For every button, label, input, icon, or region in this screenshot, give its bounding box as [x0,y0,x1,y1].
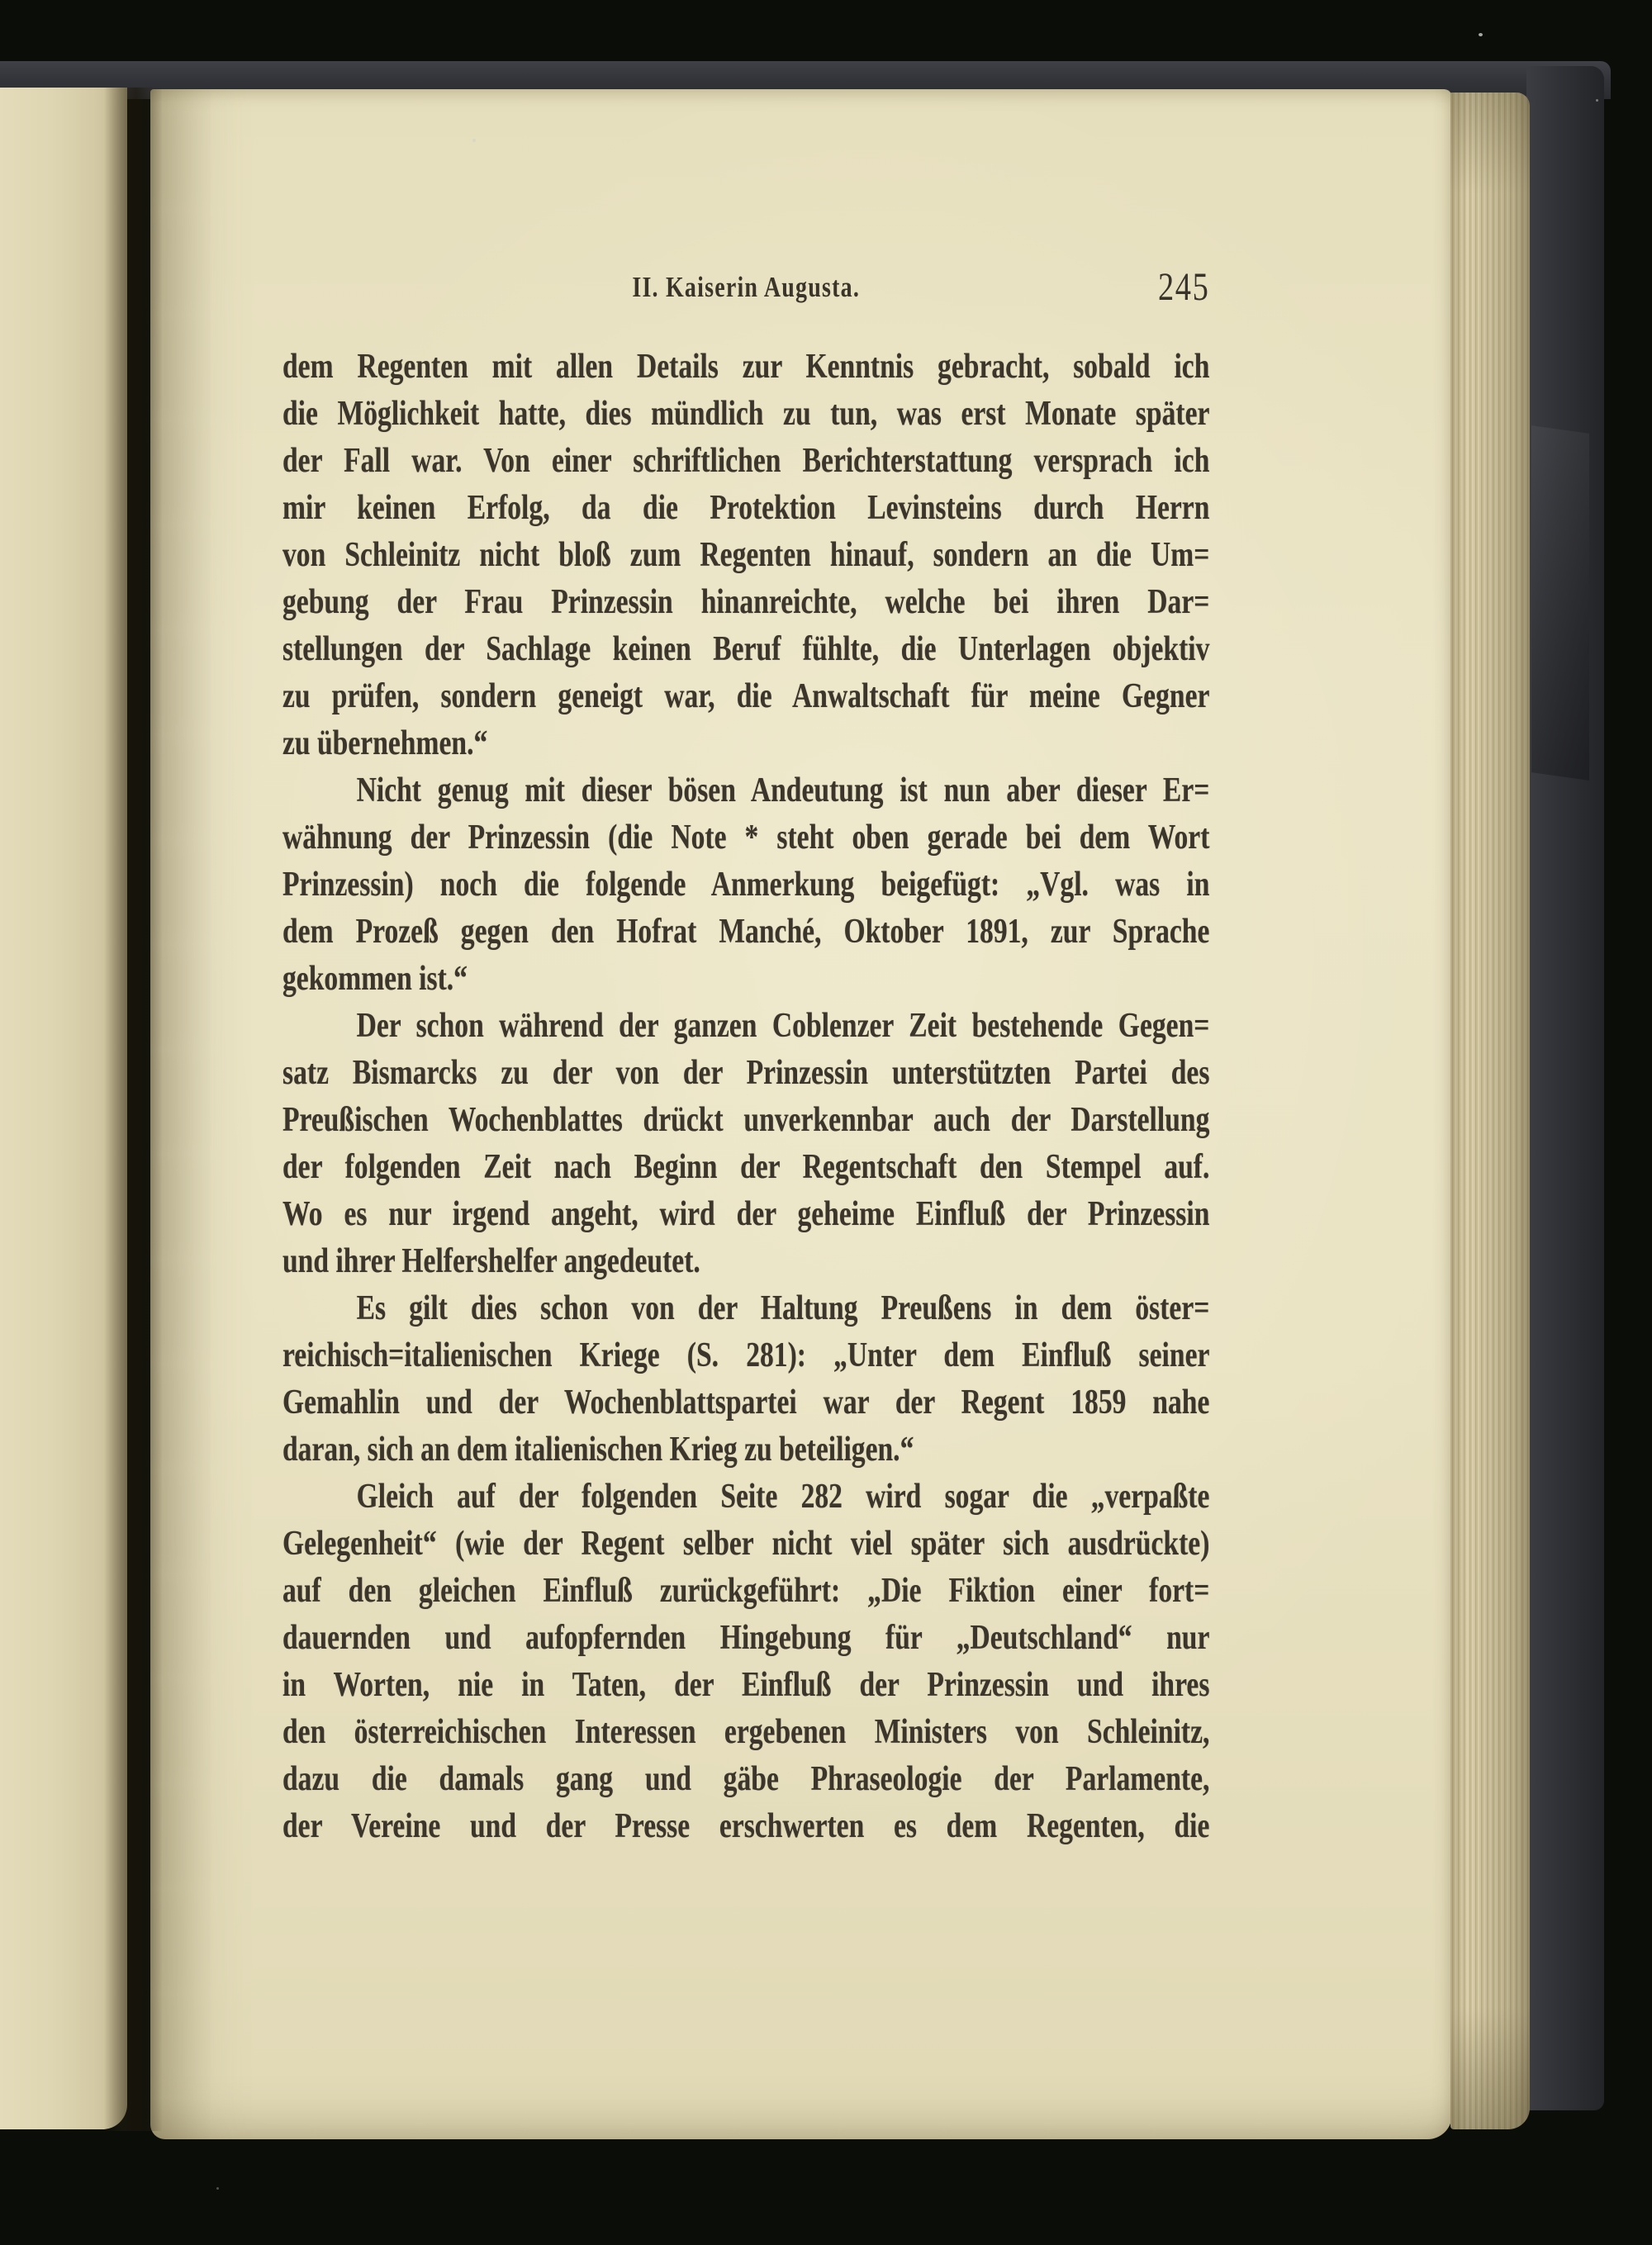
book-gutter-shadow [104,88,162,2131]
text-line: Gleich auf der folgenden Seite 282 wird sogar die „verpaßte [356,1478,1210,1516]
dust-speck [216,2187,219,2190]
text-line: auf den gleichen Einfluß zurückgeführt: „Die Fiktion einer fort= [282,1572,1210,1610]
text-line: von Schleinitz nicht bloß zum Regenten hinauf, sondern an die Um= [282,536,1210,574]
page-stack-fore-edge [1450,93,1530,2129]
book-cover-right-edge [1526,66,1604,2110]
book-page [150,89,1452,2139]
text-line: reichisch=italienischen Kriege (S. 281): „Unter dem Einfluß seiner [282,1336,1210,1374]
text-line: der folgenden Zeit nach Beginn der Regentschaft den Stempel auf. [282,1148,1210,1186]
text-line: zu übernehmen.“ [282,724,488,762]
text-line: stellungen der Sachlage keinen Beruf fühlte, die Unterlagen objektiv [282,630,1210,668]
running-header: II. Kaiserin Augusta. [632,271,861,303]
body-text-block [282,344,1209,1850]
text-line: der Vereine und der Presse erschwerten es dem Regenten, die [282,1807,1210,1845]
text-line: dem Prozeß gegen den Hofrat Manché, Oktober 1891, zur Sprache [282,913,1210,951]
text-line: den österreichischen Interessen ergebenen Ministers von Schleinitz, [282,1713,1210,1751]
text-line: in Worten, nie in Taten, der Einfluß der Prinzessin und ihres [282,1666,1210,1704]
text-line: dauernden und aufopfernden Hingebung für „Deutschland“ nur [282,1619,1210,1657]
text-line: der Fall war. Von einer schriftlichen Berichterstattung versprach ich [282,442,1210,480]
text-line: gekommen ist.“ [282,960,468,998]
text-line: Es gilt dies schon von der Haltung Preußens in dem öster= [356,1289,1210,1327]
text-line: mir keinen Erfolg, da die Protektion Levinsteins durch Herrn [282,489,1210,527]
text-line: Gemahlin und der Wochenblattspartei war der Regent 1859 nahe [282,1384,1210,1422]
text-line: Preußischen Wochenblattes drückt unverkennbar auch der Darstellung [282,1101,1210,1139]
dust-speck [472,139,476,142]
text-line: und ihrer Helfershelfer angedeutet. [282,1242,700,1280]
text-line: dazu die damals gang und gäbe Phraseologie der Parlamente, [282,1760,1210,1798]
dust-speck [1479,33,1483,36]
text-line: Prinzessin) noch die folgende Anmerkung beigefügt: „Vgl. was in [282,866,1210,904]
page-number: 245 [1158,265,1210,309]
text-line: die Möglichkeit hatte, dies mündlich zu tun, was erst Monate später [282,395,1210,433]
page-header-row [282,264,1209,311]
dust-speck [1596,99,1598,102]
text-line: Wo es nur irgend angeht, wird der geheime Einfluß der Prinzessin [282,1195,1210,1233]
text-line: zu prüfen, sondern geneigt war, die Anwaltschaft für meine Gegner [282,677,1210,715]
text-line: satz Bismarcks zu der von der Prinzessin unterstützten Partei des [282,1054,1210,1092]
text-line: gebung der Frau Prinzessin hinanreichte, welche bei ihren Dar= [282,583,1210,621]
text-line: dem Regenten mit allen Details zur Kenntnis gebracht, sobald ich [282,348,1210,386]
text-line: daran, sich an dem italienischen Krieg zu beteiligen.“ [282,1431,914,1469]
text-line: wähnung der Prinzessin (die Note * steht oben gerade bei dem Wort [282,819,1210,857]
text-line: Gelegenheit“ (wie der Regent selber nicht viel später sich ausdrückte) [282,1525,1210,1563]
text-line: Der schon während der ganzen Coblenzer Zeit bestehende Gegen= [356,1007,1210,1045]
text-line: Nicht genug mit dieser bösen Andeutung ist nun aber dieser Er= [356,771,1210,809]
